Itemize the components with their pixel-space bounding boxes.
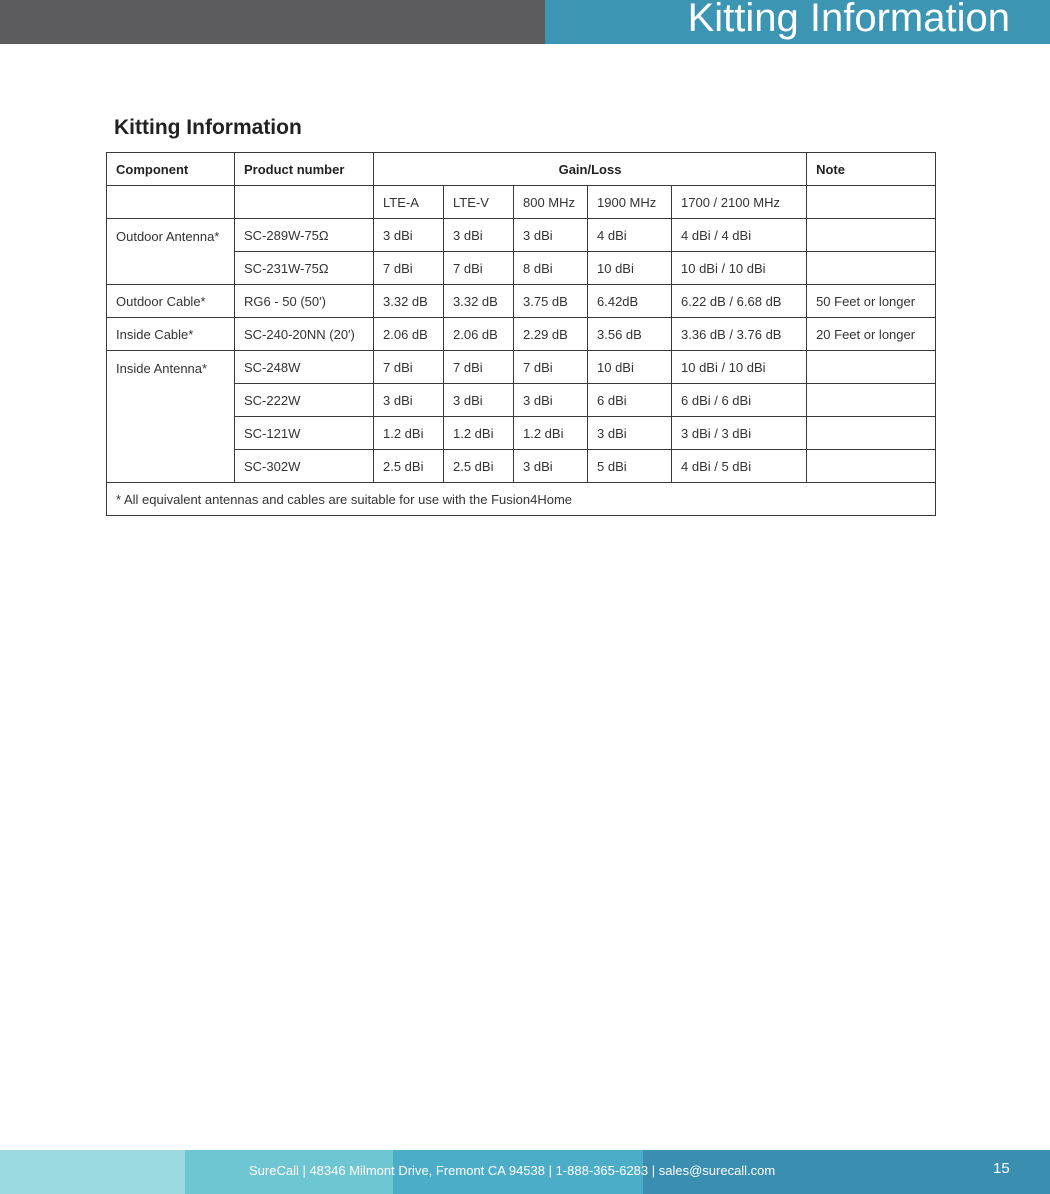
gain-value-cell: 3.36 dB / 3.76 dB bbox=[672, 318, 807, 351]
component-cell: Inside Cable* bbox=[107, 318, 235, 351]
gain-value-cell: 6.22 dB / 6.68 dB bbox=[672, 285, 807, 318]
footnote: * All equivalent antennas and cables are suitable for use with the Fusion4Home bbox=[107, 483, 936, 516]
gain-value-cell: 3.32 dB bbox=[444, 285, 514, 318]
product-number-cell: RG6 - 50 (50') bbox=[235, 285, 374, 318]
page-number: 15 bbox=[993, 1160, 1010, 1177]
gain-value-cell: 3 dBi bbox=[374, 384, 444, 417]
header-component: Component bbox=[107, 153, 235, 186]
band-lte-v: LTE-V bbox=[444, 186, 514, 219]
band-empty-component bbox=[107, 186, 235, 219]
band-empty-product bbox=[235, 186, 374, 219]
gain-value-cell: 3 dBi bbox=[514, 219, 588, 252]
section-title: Kitting Information bbox=[114, 116, 302, 139]
band-1900: 1900 MHz bbox=[588, 186, 672, 219]
gain-value-cell: 4 dBi bbox=[588, 219, 672, 252]
table-row bbox=[107, 351, 936, 384]
gain-value-cell: 10 dBi bbox=[588, 351, 672, 384]
header-note: Note bbox=[807, 153, 936, 186]
header-dark-segment bbox=[0, 0, 545, 44]
band-empty-note bbox=[807, 186, 936, 219]
footer-contact: SureCall | 48346 Milmont Drive, Fremont CA 94538 | 1-888-365-6283 | sales@surecall.com bbox=[249, 1163, 776, 1178]
gain-value-cell: 7 dBi bbox=[374, 351, 444, 384]
footer-segment-1 bbox=[0, 1150, 185, 1194]
product-number-cell: SC-121W bbox=[235, 417, 374, 450]
note-cell bbox=[807, 417, 936, 450]
gain-value-cell: 6 dBi bbox=[588, 384, 672, 417]
header-gain-loss: Gain/Loss bbox=[374, 153, 807, 186]
gain-value-cell: 3 dBi bbox=[514, 450, 588, 483]
note-cell bbox=[807, 351, 936, 384]
gain-value-cell: 3 dBi bbox=[374, 219, 444, 252]
gain-value-cell: 1.2 dBi bbox=[374, 417, 444, 450]
gain-value-cell: 3 dBi / 3 dBi bbox=[672, 417, 807, 450]
kitting-table bbox=[106, 152, 936, 516]
note-cell: 20 Feet or longer bbox=[807, 318, 936, 351]
header-bar bbox=[0, 0, 1050, 44]
product-number-cell: SC-248W bbox=[235, 351, 374, 384]
gain-value-cell: 3.56 dB bbox=[588, 318, 672, 351]
gain-value-cell: 5 dBi bbox=[588, 450, 672, 483]
product-number-cell: SC-240-20NN (20') bbox=[235, 318, 374, 351]
note-cell bbox=[807, 384, 936, 417]
footnote-row bbox=[107, 483, 936, 516]
product-number-cell: SC-222W bbox=[235, 384, 374, 417]
gain-value-cell: 8 dBi bbox=[514, 252, 588, 285]
note-cell: 50 Feet or longer bbox=[807, 285, 936, 318]
note-cell bbox=[807, 252, 936, 285]
band-800: 800 MHz bbox=[514, 186, 588, 219]
gain-value-cell: 10 dBi / 10 dBi bbox=[672, 252, 807, 285]
component-cell: Outdoor Antenna* bbox=[107, 219, 235, 285]
gain-value-cell: 4 dBi / 5 dBi bbox=[672, 450, 807, 483]
component-cell: Outdoor Cable* bbox=[107, 285, 235, 318]
gain-value-cell: 1.2 dBi bbox=[514, 417, 588, 450]
gain-value-cell: 4 dBi / 4 dBi bbox=[672, 219, 807, 252]
gain-value-cell: 7 dBi bbox=[514, 351, 588, 384]
band-header-row bbox=[107, 186, 936, 219]
product-number-cell: SC-302W bbox=[235, 450, 374, 483]
header-title: Kitting Information bbox=[687, 0, 1010, 40]
gain-value-cell: 7 dBi bbox=[444, 252, 514, 285]
gain-value-cell: 2.29 dB bbox=[514, 318, 588, 351]
gain-value-cell: 2.06 dB bbox=[444, 318, 514, 351]
gain-value-cell: 3.75 dB bbox=[514, 285, 588, 318]
gain-value-cell: 6.42dB bbox=[588, 285, 672, 318]
gain-value-cell: 3 dBi bbox=[444, 384, 514, 417]
footer-bar bbox=[0, 1150, 1050, 1194]
table-row bbox=[107, 219, 936, 252]
product-number-cell: SC-289W-75Ω bbox=[235, 219, 374, 252]
table-row bbox=[107, 285, 936, 318]
table-header-row bbox=[107, 153, 936, 186]
gain-value-cell: 7 dBi bbox=[374, 252, 444, 285]
gain-value-cell: 2.5 dBi bbox=[374, 450, 444, 483]
band-1700-2100: 1700 / 2100 MHz bbox=[672, 186, 807, 219]
gain-value-cell: 6 dBi / 6 dBi bbox=[672, 384, 807, 417]
gain-value-cell: 2.5 dBi bbox=[444, 450, 514, 483]
gain-value-cell: 3 dBi bbox=[444, 219, 514, 252]
gain-value-cell: 10 dBi bbox=[588, 252, 672, 285]
component-cell: Inside Antenna* bbox=[107, 351, 235, 483]
gain-value-cell: 2.06 dB bbox=[374, 318, 444, 351]
product-number-cell: SC-231W-75Ω bbox=[235, 252, 374, 285]
gain-value-cell: 1.2 dBi bbox=[444, 417, 514, 450]
gain-value-cell: 3.32 dB bbox=[374, 285, 444, 318]
gain-value-cell: 3 dBi bbox=[514, 384, 588, 417]
note-cell bbox=[807, 219, 936, 252]
table-row bbox=[107, 318, 936, 351]
note-cell bbox=[807, 450, 936, 483]
gain-value-cell: 10 dBi / 10 dBi bbox=[672, 351, 807, 384]
header-product-number: Product number bbox=[235, 153, 374, 186]
gain-value-cell: 7 dBi bbox=[444, 351, 514, 384]
band-lte-a: LTE-A bbox=[374, 186, 444, 219]
gain-value-cell: 3 dBi bbox=[588, 417, 672, 450]
